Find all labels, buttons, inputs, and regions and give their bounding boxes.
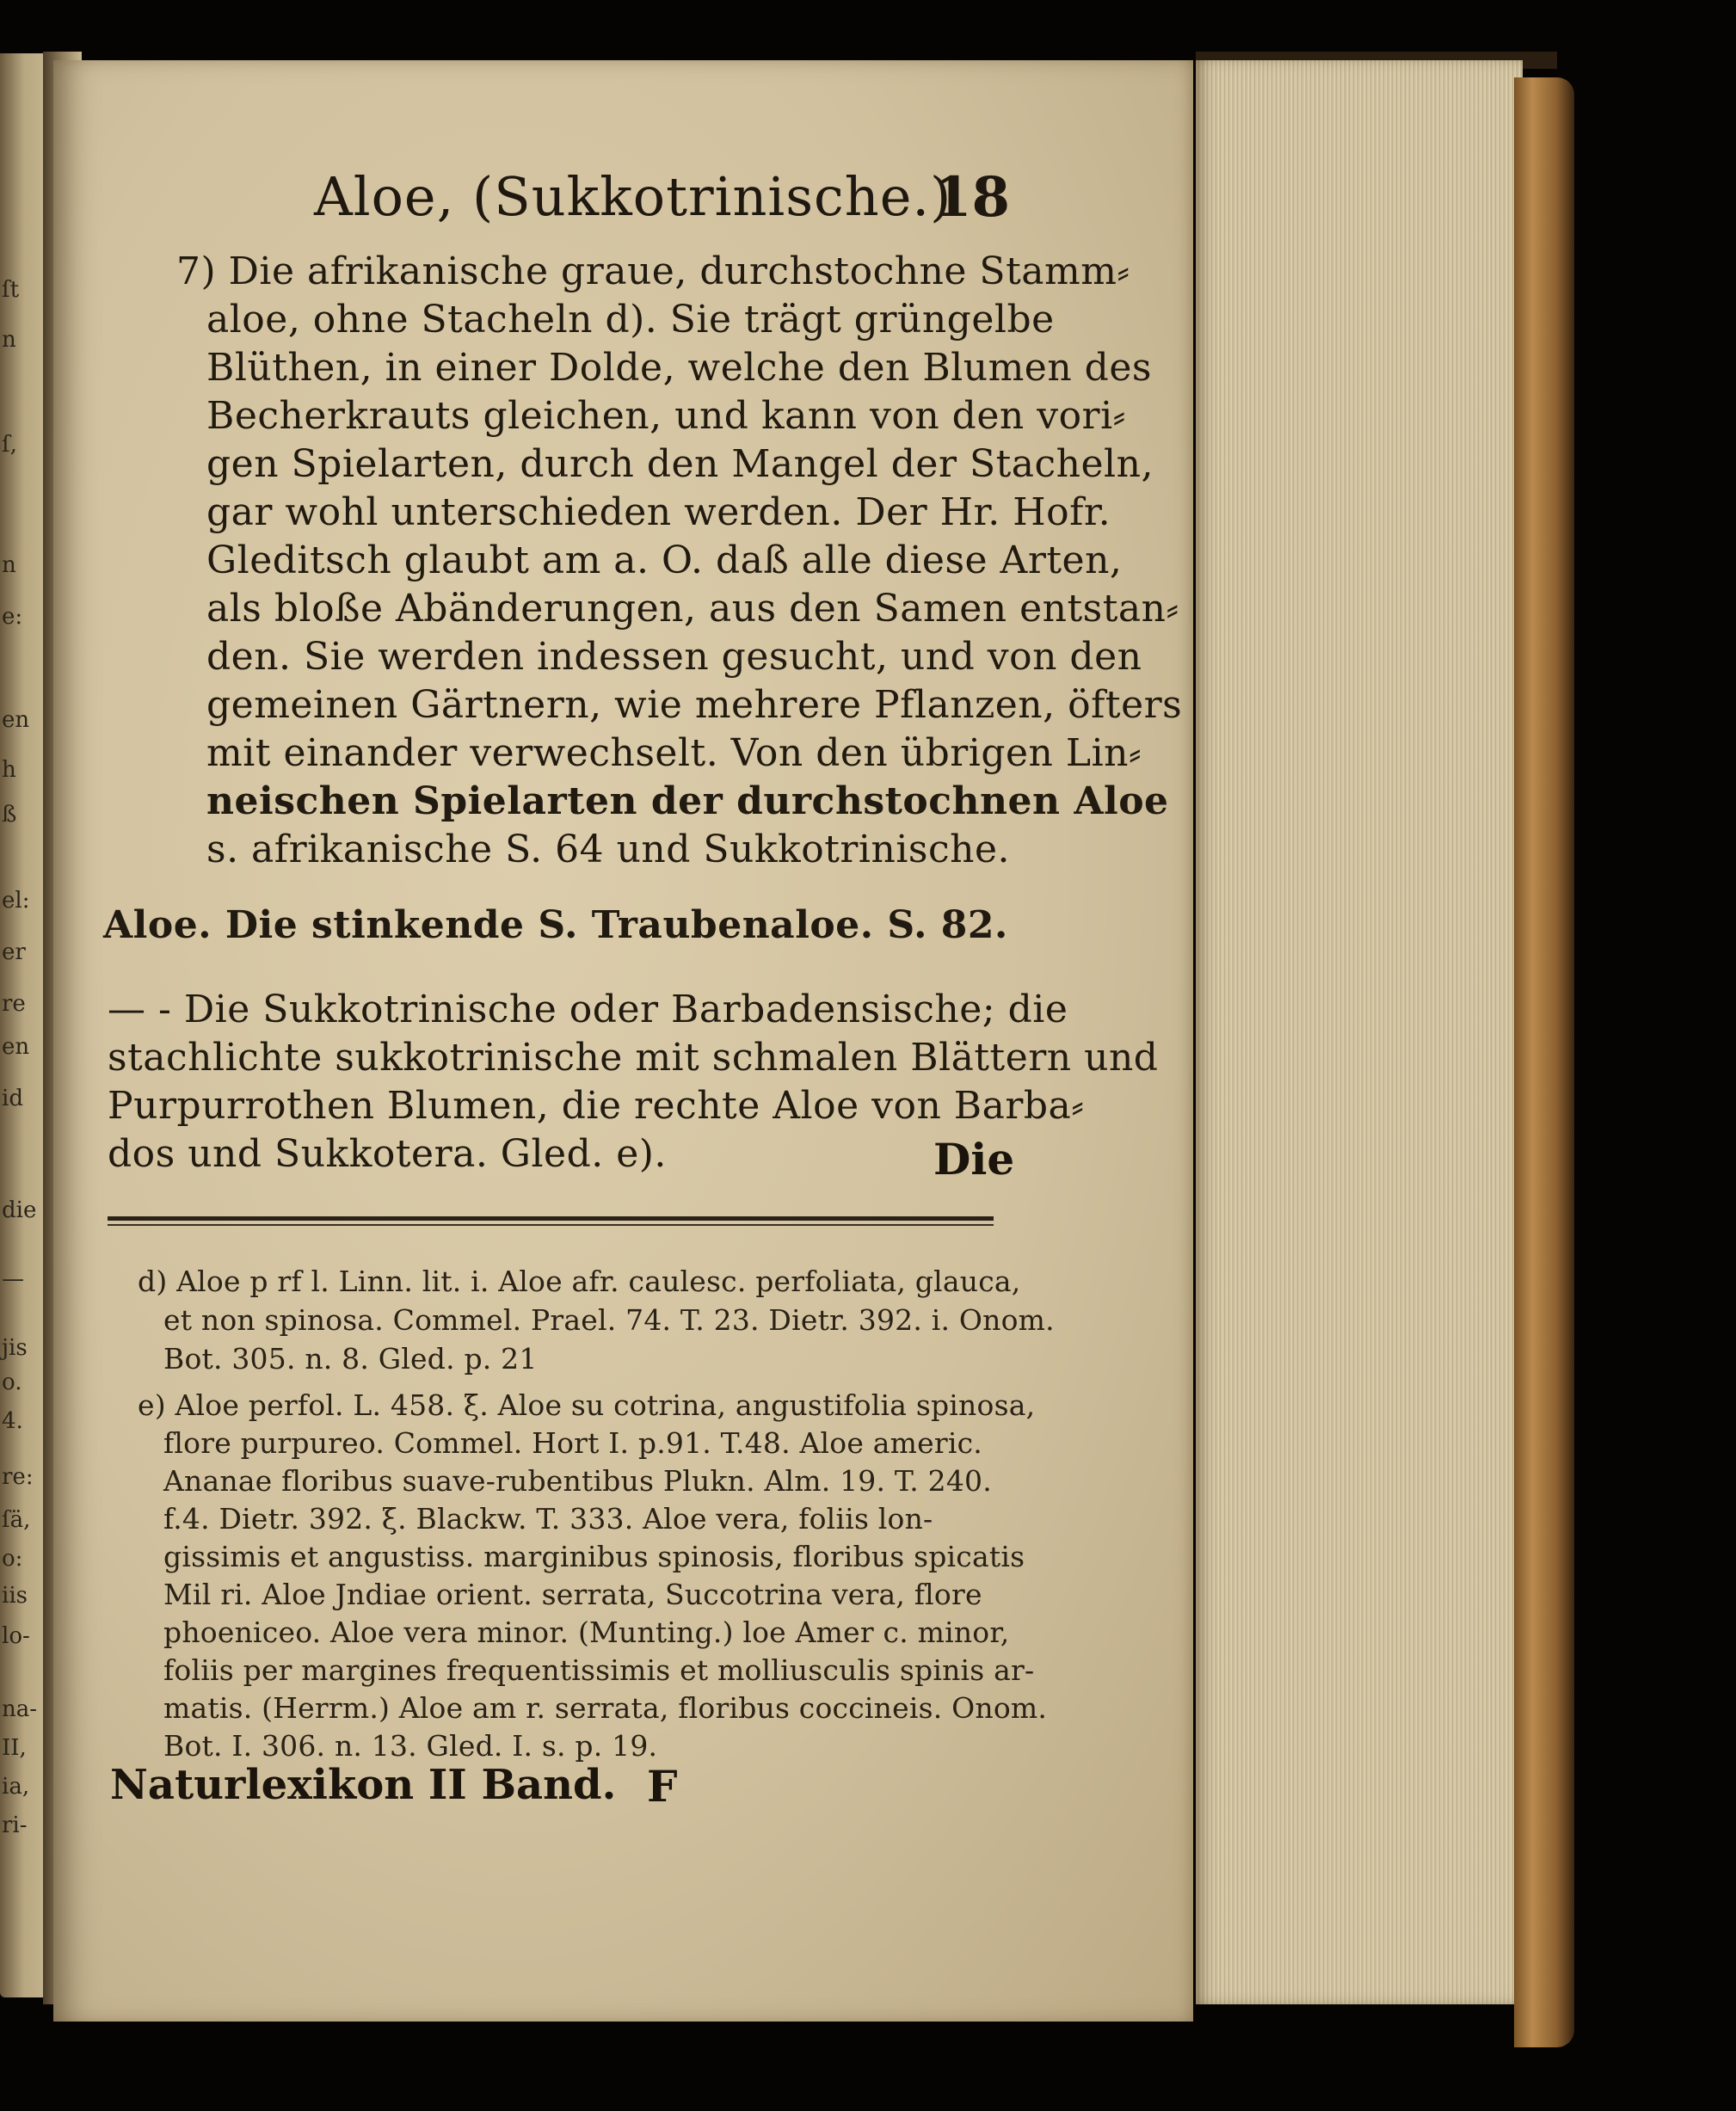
- running-head: Aloe, (Sukkotrinische.): [314, 165, 952, 228]
- body-line: den. Sie werden indessen gesucht, und von den: [206, 635, 1142, 679]
- left-fragment: er: [2, 939, 26, 965]
- body-line: gen Spielarten, durch den Mangel der Stacheln,: [206, 442, 1154, 486]
- footnote-line: d) Aloe p rf l. Linn. lit. i. Aloe afr. caulesc. perfoliata, glauca,: [138, 1265, 1021, 1298]
- body-line: gemeinen Gärtnern, wie mehrere Pflanzen, öfters: [206, 683, 1183, 727]
- left-fragment: o.: [2, 1369, 22, 1395]
- left-fragment: n: [2, 552, 16, 578]
- left-fragment: o:: [2, 1546, 23, 1572]
- body-line: gar wohl unterschieden werden. Der Hr. Hofr.: [206, 490, 1111, 534]
- book-cover: [1514, 77, 1574, 2047]
- body-line: Blüthen, in einer Dolde, welche den Blumen des: [206, 346, 1152, 390]
- left-fragment: en: [2, 707, 30, 733]
- left-fragment: ſ,: [2, 432, 17, 458]
- left-fragment: II,: [2, 1735, 27, 1761]
- body-line: Gleditsch glaubt am a. O. daß alle diese Arten,: [206, 539, 1123, 582]
- footnote-line: Ananae floribus suave-rubentibus Plukn. Alm. 19. T. 240.: [163, 1464, 992, 1498]
- footnote-line: phoeniceo. Aloe vera minor. (Munting.) loe Amer c. minor,: [163, 1616, 1010, 1649]
- body-line: als bloße Abänderungen, aus den Samen entstan⸗: [206, 587, 1179, 631]
- left-fragment: lo-: [2, 1623, 30, 1649]
- footnote-line: matis. (Herrm.) Aloe am r. serrata, floribus coccineis. Onom.: [163, 1691, 1048, 1725]
- footnote-rule: [108, 1216, 994, 1221]
- body-line: neischen Spielarten der durchstochnen Aloe: [206, 779, 1169, 823]
- body-line: dos und Sukkotera. Gled. e).: [108, 1132, 667, 1176]
- left-fragment: ia,: [2, 1774, 30, 1800]
- footnote-line: Bot. I. 306. n. 13. Gled. I. s. p. 19.: [163, 1729, 658, 1763]
- body-line: Purpurrothen Blumen, die rechte Aloe von Barba⸗: [108, 1084, 1085, 1128]
- left-fragment: 4.: [2, 1408, 23, 1434]
- body-line: s. afrikanische S. 64 und Sukkotrinische.: [206, 828, 1010, 871]
- catchword: Die: [933, 1134, 1015, 1185]
- body-line: — - Die Sukkotrinische oder Barbadensische; die: [108, 988, 1068, 1031]
- left-fragment: h: [2, 757, 16, 783]
- body-line: stachlichte sukkotrinische mit schmalen Blättern und: [108, 1036, 1159, 1080]
- body-line: Becherkrauts gleichen, und kann von den vori⸗: [206, 394, 1126, 438]
- entry-heading: Aloe. Die stinkende S. Traubenaloe. S. 82.: [103, 903, 1008, 947]
- left-fragment: jis: [2, 1335, 28, 1361]
- footnote-line: et non spinosa. Commel. Prael. 74. T. 23. Dietr. 392. i. Onom.: [163, 1303, 1055, 1337]
- left-fragment: re: [2, 991, 26, 1017]
- left-fragment: ſä,: [2, 1507, 31, 1533]
- body-line: aloe, ohne Stacheln d). Sie trägt grüngelbe: [206, 298, 1055, 342]
- body-line: mit einander verwechselt. Von den übrigen Lin⸗: [206, 731, 1142, 775]
- left-fragment: n: [2, 327, 16, 353]
- footnote-line: flore purpureo. Commel. Hort I. p.91. T.48. Aloe americ.: [163, 1426, 982, 1460]
- left-fragment: die: [2, 1197, 37, 1223]
- footnote-line: gissimis et angustiss. marginibus spinosis, floribus spicatis: [163, 1540, 1025, 1573]
- footnote-line: Bot. 305. n. 8. Gled. p. 21: [163, 1342, 538, 1376]
- footnote-line: Mil ri. Aloe Jndiae orient. serrata, Succotrina vera, flore: [163, 1578, 982, 1611]
- left-fragment: iis: [2, 1583, 28, 1609]
- footnote-line: f.4. Dietr. 392. ξ. Blackw. T. 333. Aloe vera, foliis lon-: [163, 1502, 933, 1536]
- left-fragment: en: [2, 1034, 30, 1060]
- left-fragment: ß: [2, 802, 17, 828]
- page-block-edges: [1196, 60, 1523, 2004]
- left-fragment: el:: [2, 888, 30, 914]
- left-fragment: e:: [2, 604, 23, 630]
- footnote-rule-thin: [108, 1224, 994, 1226]
- left-fragment: id: [2, 1086, 23, 1111]
- left-fragment: ſt: [2, 277, 20, 303]
- left-fragment: —: [2, 1266, 24, 1292]
- left-fragment: re:: [2, 1464, 34, 1490]
- signature-mark: F: [647, 1761, 678, 1812]
- left-fragment: na-: [2, 1696, 38, 1722]
- signature-line: Naturlexikon II Band.: [110, 1761, 617, 1809]
- left-fragment: ri-: [2, 1813, 28, 1838]
- footnote-line: foliis per margines frequentissimis et molliusculis spinis ar-: [163, 1653, 1035, 1687]
- footnote-line: e) Aloe perfol. L. 458. ξ. Aloe su cotrina, angustifolia spinosa,: [138, 1388, 1036, 1422]
- page-number: 18: [933, 165, 1011, 230]
- body-line: 7) Die afrikanische graue, durchstochne Stamm⸗: [176, 249, 1130, 293]
